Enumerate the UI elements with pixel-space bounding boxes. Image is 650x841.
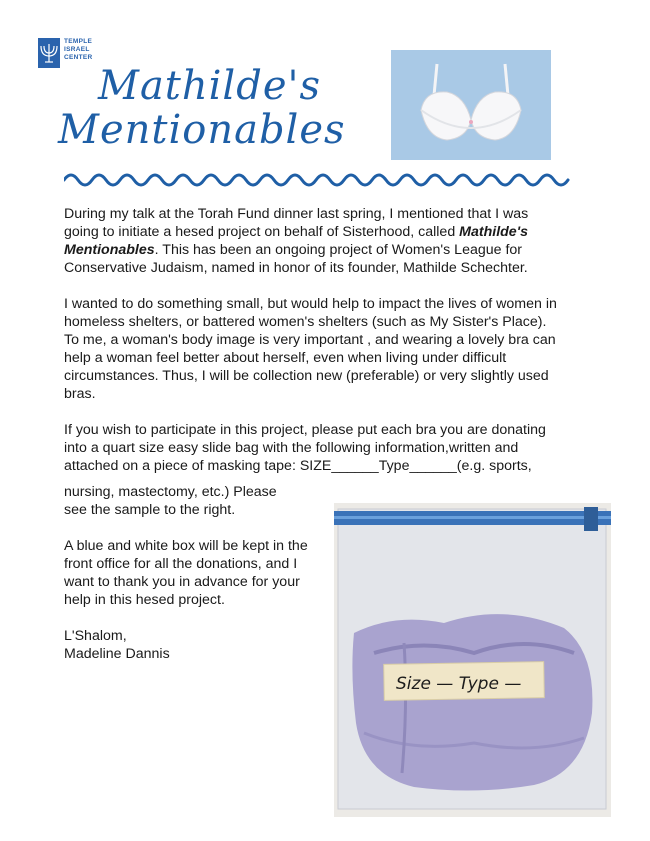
paragraph-3-continued-a: nursing, mastectomy, etc.) Please [64, 484, 277, 500]
paragraph-4: A blue and white box will be kept in the front office for all the donations, and I want to thank you in advance for your help in this hesed project. [64, 538, 308, 608]
paragraph-2: I wanted to do something small, but would help to impact the lives of women in homeless shelters, or battered women's shelters (such as My Sister's Place). To me, a woman's body image is very important , and wearing a lovely bra can help a woman feel better about herself, even when living under difficult circumstances. Thus, I will be collection new (preferable) or very slightly used bras. [64, 296, 557, 402]
logo-line-1: TEMPLE [64, 38, 93, 45]
logo-line-3: CENTER [64, 54, 93, 61]
title-line-2: Mentionables [58, 107, 346, 153]
title-line-1: Mathilde's [98, 63, 322, 109]
menorah-icon [38, 38, 60, 68]
project-name: Mathilde's Mentionables [64, 224, 528, 258]
logo-line-2: ISRAEL [64, 46, 90, 53]
paragraph-3: If you wish to participate in this project, please put each bra you are donating into a quart size easy slide bag with the following information,written and attached on a piece of masking tape: SIZE______Type______(e.g. sports, [64, 422, 546, 474]
page-title [58, 64, 346, 152]
sample-bag-photo [334, 503, 611, 817]
left-column-text [64, 483, 324, 663]
tape-label: Size — Type — [396, 674, 522, 694]
closing: L'Shalom, [64, 628, 127, 644]
paragraph-1: During my talk at the Torah Fund dinner last spring, I mentioned that I was going to initiate a hesed project on behalf of Sisterhood, called Mathilde's Mentionables. This has been an ongoing project of Women's League for Conservative Judaism, named in honor of its founder, Mathilde Schechter. [64, 206, 529, 276]
paragraph-3-continued-b: see the sample to the right. [64, 502, 236, 518]
bra-image [391, 50, 551, 160]
signature: Madeline Dannis [64, 646, 170, 662]
wave-divider [64, 168, 574, 193]
letter-body [64, 205, 564, 475]
